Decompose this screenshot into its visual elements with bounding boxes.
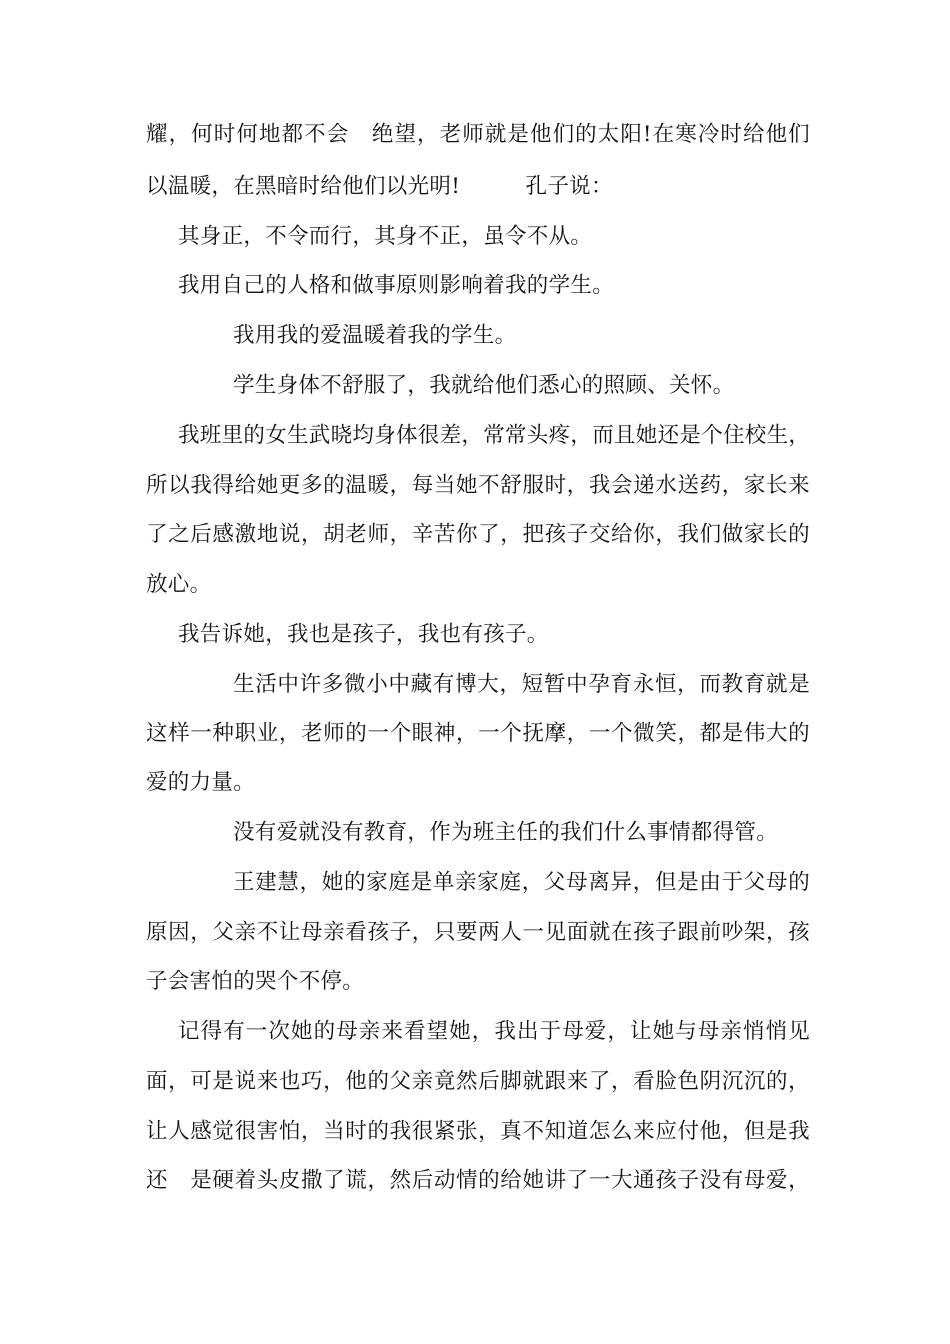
text-line: 我用自己的人格和做事原则影响着我的学生。 <box>178 273 615 298</box>
text-line: 以温暖，在黑暗时给他们以光明! 孔子说： <box>146 174 613 199</box>
text-line: 王建慧，她的家庭是单亲家庭，父母离异，但是由于父母的 <box>233 870 810 895</box>
text-line: 了之后感激地说，胡老师，辛苦你了，把孩子交给你，我们做家长的 <box>146 522 810 547</box>
text-line: 子会害怕的哭个不停。 <box>146 969 365 994</box>
text-line: 所以我得给她更多的温暖，每当她不舒服时，我会递水送药，家长来 <box>146 473 810 498</box>
text-line: 我告诉她，我也是孩子，我也有孩子。 <box>178 622 549 647</box>
text-line: 面，可是说来也巧，他的父亲竟然后脚就跟来了，看脸色阴沉沉的， <box>146 1069 810 1094</box>
text-line: 我用我的爱温暖着我的学生。 <box>233 323 517 348</box>
text-line: 我班里的女生武晓均身体很差，常常头疼，而且她还是个住校生， <box>178 423 811 448</box>
text-line: 生活中许多微小中藏有博大，短暂中孕育永恒，而教育就是 <box>233 672 810 697</box>
text-line: 记得有一次她的母亲来看望她，我出于母爱，让她与母亲悄悄见 <box>178 1019 810 1044</box>
text-line: 还 是硬着头皮撒了谎，然后动情的给她讲了一大通孩子没有母爱， <box>146 1168 810 1193</box>
text-line: 其身正，不令而行，其身不正，虽令不从。 <box>178 224 593 249</box>
text-line: 原因，父亲不让母亲看孩子，只要两人一见面就在孩子跟前吵架，孩 <box>146 920 810 945</box>
text-line: 耀，何时何地都不会 绝望，老师就是他们的太阳!在寒冷时给他们 <box>146 122 810 147</box>
text-line: 让人感觉很害怕，当时的我很紧张，真不知道怎么来应付他，但是我 <box>146 1119 810 1144</box>
text-line: 这样一种职业，老师的一个眼神，一个抚摩，一个微笑，都是伟大的 <box>146 721 810 746</box>
text-line: 放心。 <box>146 572 212 597</box>
text-line: 学生身体不舒服了，我就给他们悉心的照顾、关怀。 <box>233 373 735 398</box>
text-line: 爱的力量。 <box>146 770 256 795</box>
text-line: 没有爱就没有教育，作为班主任的我们什么事情都得管。 <box>233 820 779 845</box>
